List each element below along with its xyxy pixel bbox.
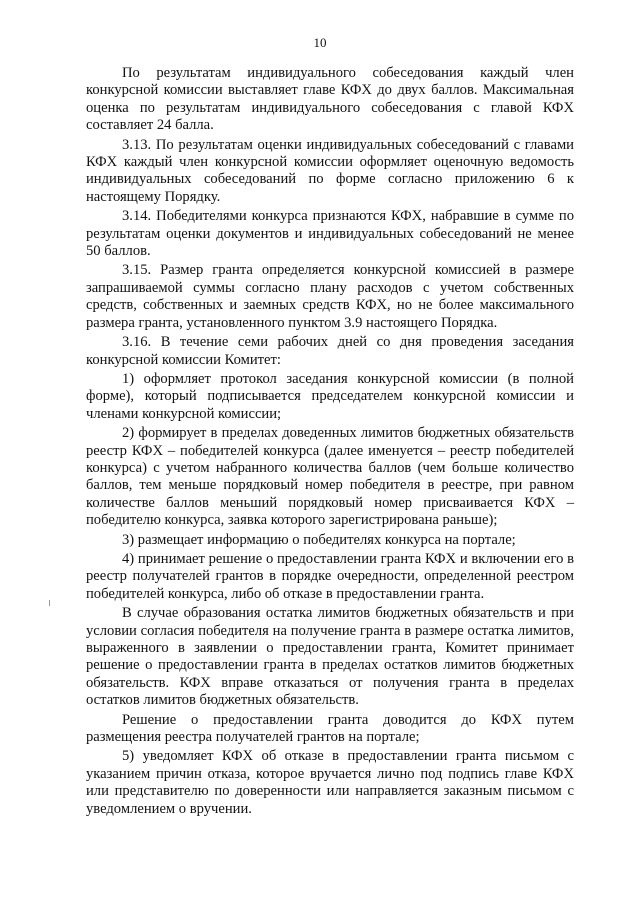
paragraph-3-13: 3.13. По результатам оценки индивидуальных собеседований с главами КФХ каждый член конкурсной комиссии оформляет оценочную ведомость индивидуальных собеседований по форме согласно приложению 6 к настоящему Порядку.	[86, 136, 574, 205]
paragraph-3-16: 3.16. В течение семи рабочих дней со дня проведения заседания конкурсной комиссии Комитет:	[86, 334, 574, 368]
list-item-3: 3) размещает информацию о победителях конкурса на портале;	[122, 531, 516, 548]
paragraph-3-14: 3.14. Победителями конкурса признаются КФХ, набравшие в сумме по результатам оценки документов и индивидуальных собеседований не менее 50 баллов.	[86, 208, 574, 260]
list-item-4: 4) принимает решение о предоставлении гранта КФХ и включении его в реестр получателей грантов в порядке очередности, определенной реестром победителей конкурса, либо об отказе в предоставлении гранта.	[86, 550, 574, 602]
list-item-1: 1) оформляет протокол заседания конкурсной комиссии (в полной форме), который подписывается председателем конкурсной комиссии и членами конкурсной комиссии;	[86, 370, 574, 422]
page-number: 10	[313, 35, 327, 50]
paragraph-interview-score: По результатам индивидуального собеседования каждый член конкурсной комиссии выставляет главе КФХ до двух баллов. Максимальная оценка по результатам индивидуального собеседования с главой КФХ составляет 24 балла.	[86, 65, 574, 134]
document-body	[86, 65, 574, 818]
paragraph-grant-decision: Решение о предоставлении гранта доводится до КФХ путем размещения реестра получателей грантов на портале;	[86, 711, 574, 746]
scan-mark	[49, 600, 50, 606]
paragraph-remaining-limits: В случае образования остатка лимитов бюджетных обязательств и при условии согласия победителя на получение гранта в размере остатка лимитов, выраженного в заявлении о предоставлении гранта, Комитет принимает решение о предоставлении гранта в пределах остатков лимитов бюджетных обязательств. КФХ вправе отказаться от получения гранта в пределах остатков лимитов бюджетных обязательств.	[86, 605, 574, 709]
paragraph-3-15: 3.15. Размер гранта определяется конкурсной комиссией в размере запрашиваемой суммы согласно плану расходов с учетом собственных средств, собственных и заемных средств КФХ, но не более максимального размера гранта, установленного пунктом 3.9 настоящего Порядка.	[86, 262, 574, 331]
list-item-5: 5) уведомляет КФХ об отказе в предоставлении гранта письмом с указанием причин отказа, которое вручается лично под подпись главе КФХ или представителю по доверенности или направляется заказным письмом с уведомлением о вручении.	[86, 748, 574, 817]
list-item-2: 2) формирует в пределах доведенных лимитов бюджетных обязательств реестр КФХ – победителей конкурса (далее именуется – реестр победителей конкурса) с учетом набранного количества баллов (чем больше количество баллов, тем меньше порядковый номер победителя в реестре, при равном количестве баллов меньший порядковый номер присваивается КФХ – победителю конкурса, заявка которого зарегистрирована раньше);	[86, 425, 574, 529]
